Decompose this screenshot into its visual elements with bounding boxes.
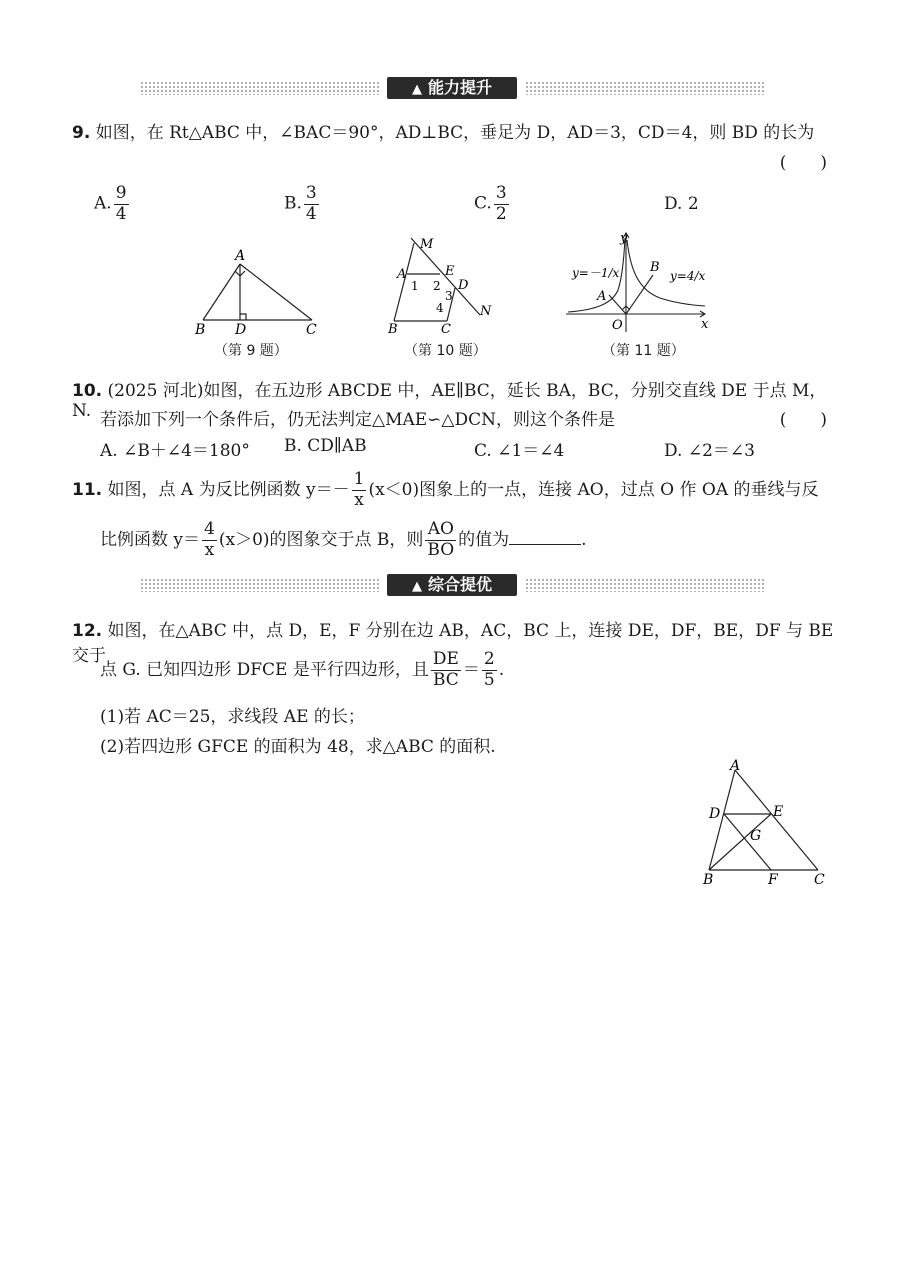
fraction: $\frac{DE}{BC}$ [432,649,459,690]
label-e: E [773,804,784,820]
option-a: A. $\frac{9}{4}$ [94,183,127,224]
fraction: $\frac{3}{4}$ [305,183,317,224]
figure-caption: （第 10 题） [404,343,487,359]
label-g: G [750,828,762,844]
segment-df [724,814,771,870]
segment-ab [203,264,240,320]
angle-label-2: 2 [433,279,441,293]
label-m: M [420,237,434,252]
option-b: B. $\frac{3}{4}$ [284,183,317,224]
answer-paren: ( ) [779,153,827,173]
label-c: C [814,872,825,888]
banner-dots [525,578,765,592]
banner-dots [140,81,380,95]
question-text: 如图，在△ABC 中，点 D，E，F 分别在边 AB，AC，BC 上，连接 DE，DF，BE，DF 与 BE 交于 [72,621,834,666]
label-f: F [768,872,778,888]
label-c: C [306,322,317,338]
label-d: D [709,806,721,822]
fraction: $\frac{2}{5}$ [483,649,495,690]
label-b: B [703,872,714,888]
section-title: ▲ 综合提优 [387,574,517,596]
question-10-line2: 若添加下列一个条件后，仍无法判定△MAE∽△DCN，则这个条件是 [100,410,615,430]
segment-be [709,814,771,870]
label-c: C [441,322,451,337]
option-c: C. ∠1＝∠4 [474,441,565,461]
option-b: B. CD∥AB [284,436,367,456]
right-angle-mark [240,314,246,320]
label-d: D [458,278,469,293]
equation-right: y=4/x [670,269,706,283]
label-b: B [195,322,206,338]
figure-caption: （第 11 题） [602,343,685,359]
question-9: 9. 如图，在 Rt△ABC 中，∠BAC＝90°，AD⊥BC，垂足为 D，AD＝3，CD＝4，则 BD 的长为 [72,123,815,143]
label-d: D [235,322,247,338]
figure-10 [382,233,502,338]
option-c: C. $\frac{3}{2}$ [474,183,507,224]
answer-paren: ( ) [779,410,827,430]
figure-11 [560,228,715,338]
option-d: D. 2 [664,194,699,214]
fraction: $\frac{4}{x}$ [204,519,215,560]
question-text: 如图，在 Rt△ABC 中，∠BAC＝90°，AD⊥BC，垂足为 D，AD＝3，CD＝4，则 BD 的长为 [95,123,815,143]
question-12: 12. 如图，在△ABC 中，点 D，E，F 分别在边 AB，AC，BC 上，连接 DE，DF，BE，DF 与 BE 交于 [72,621,834,666]
pyramid-icon: ▲ [411,82,422,97]
answer-blank[interactable] [509,530,581,545]
fraction: $\frac{AO}{BO}$ [427,519,455,560]
label-e: E [445,264,455,279]
segment-ac [735,770,818,870]
question-11-line2: 比例函数 y＝ $\frac{4}{x}$ (x＞0)的图象交于点 B，则 $\frac{AO}{BO}$ 的值为 . [100,519,587,560]
sub-question-2: (2)若四边形 GFCE 的面积为 48，求△ABC 的面积. [100,737,496,757]
figure-12 [695,758,835,890]
figure-9 [185,246,335,338]
figure-caption: （第 9 题） [214,343,288,359]
section-banner-comprehensive [140,574,765,596]
label-a: A [235,248,246,264]
label-y: y [620,231,628,246]
question-11: 11. 如图，点 A 为反比例函数 y＝－ $\frac{1}{x}$ (x＜0)图象上的一点，连接 AO，过点 O 作 OA 的垂线与反 [72,469,819,510]
pyramid-icon: ▲ [411,579,422,594]
banner-dots [525,81,765,95]
option-d: D. ∠2＝∠3 [664,441,755,461]
equation-left: y=－1/x [572,266,620,280]
fraction: $\frac{1}{x}$ [353,469,365,510]
angle-label-1: 1 [411,279,419,293]
angle-label-4: 4 [436,301,444,315]
option-a: A. ∠B＋∠4＝180° [100,441,250,461]
label-a: A [597,289,607,304]
label-b: B [388,322,398,337]
label-o: O [612,318,623,333]
segment-oa [609,295,626,314]
fraction: $\frac{9}{4}$ [115,183,127,224]
label-x: x [701,317,709,332]
sub-question-1: (1)若 AC＝25，求线段 AE 的长； [100,707,365,727]
question-12-line2: 点 G. 已知四边形 DFCE 是平行四边形，且 $\frac{DE}{BC}$ ＝ $\frac{2}{5}$ . [100,649,505,690]
section-banner-ability [140,77,765,99]
banner-dots [140,578,380,592]
question-10: 10. (2025 河北)如图，在五边形 ABCDE 中，AE∥BC，延长 BA，BC，分别交直线 DE 于点 M，N. [72,381,827,421]
label-b: B [650,260,660,275]
segment-ac [240,264,312,320]
angle-label-3: 3 [445,289,453,303]
fraction: $\frac{3}{2}$ [495,183,507,224]
section-title: ▲ 能力提升 [387,77,517,99]
label-a: A [730,758,741,774]
question-text: (2025 河北)如图，在五边形 ABCDE 中，AE∥BC，延长 BA，BC，分别交直线 DE 于点 M，N. [72,381,827,421]
label-n: N [480,304,492,319]
label-a: A [397,267,407,282]
